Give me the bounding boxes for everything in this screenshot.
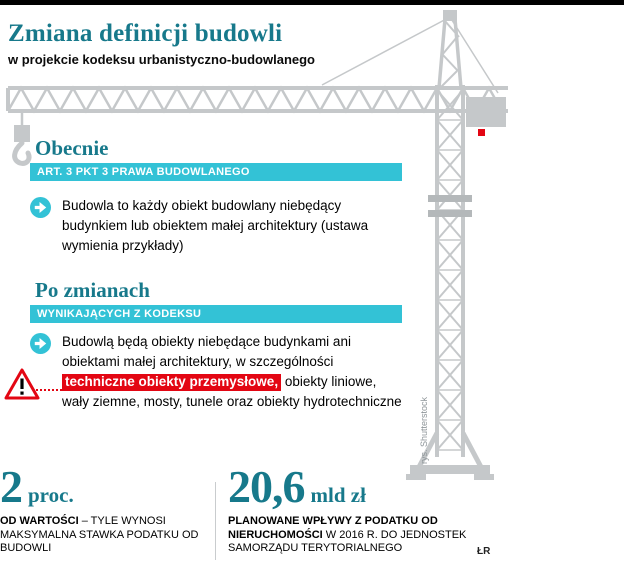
warning-icon (4, 368, 40, 400)
stat-desc-bold: PLANOWANE WPŁYWY Z PODATKU OD NIERUCHOMOŚCI (228, 515, 438, 541)
body-after: obiekty liniowe, wały ziemne, mosty, tunele oraz obiekty hydrotechniczne (62, 374, 402, 409)
stat-value-line (0, 461, 205, 512)
arrow-icon (30, 197, 51, 218)
stat-number: 20,6 (228, 461, 305, 512)
section-badge-changes: WYNIKAJĄCYCH Z KODEKSU (30, 305, 402, 323)
section-body-changes (30, 332, 404, 412)
stat-unit: mld zł (310, 483, 366, 507)
illustration-credit: rys. Shutterstock (419, 396, 429, 464)
section-badge-current: ART. 3 PKT 3 PRAWA BUDOWLANEGO (30, 163, 402, 181)
section-heading-changes: Po zmianach (35, 278, 150, 302)
dotted-connector-line (36, 389, 62, 391)
stat-description (0, 515, 205, 556)
stat-value-line (228, 461, 486, 512)
page-subtitle: w projekcie kodeksu urbanistyczno-budowlanego (8, 52, 315, 67)
stat-tax-rate (0, 461, 205, 556)
section-body-current (30, 196, 404, 256)
section-body-text: Budowla to każdy obiekt budowlany niebędący budynkiem lub obiektem małej architektury (ustawa wymienia przykłady) (62, 198, 369, 253)
stat-desc-bold: OD WARTOŚCI (0, 515, 79, 527)
author-initials: ŁR (477, 546, 491, 557)
stats-divider (215, 482, 216, 560)
stat-desc-rest: – TYLE WYNOSI MAKSYMALNA STAWKA PODATKU OD BUDOWLI (0, 515, 199, 554)
stat-unit: proc. (28, 483, 74, 507)
body-before: Budowlą będą obiekty niebędące budynkami ani obiektami małej architektury, w szczególności (62, 334, 351, 369)
section-body-text (62, 332, 404, 412)
stat-tax-revenue (228, 461, 486, 556)
page-title: Zmiana definicji budowli (8, 20, 283, 47)
highlighted-phrase: techniczne obiekty przemysłowe, (62, 374, 281, 391)
stat-description (228, 515, 486, 556)
arrow-icon (30, 333, 51, 354)
section-heading-current: Obecnie (35, 136, 109, 160)
stat-desc-rest: W 2016 R. DO JEDNOSTEK SAMORZĄDU TERYTORIALNEGO (228, 528, 467, 554)
stat-number: 2 (0, 461, 22, 512)
